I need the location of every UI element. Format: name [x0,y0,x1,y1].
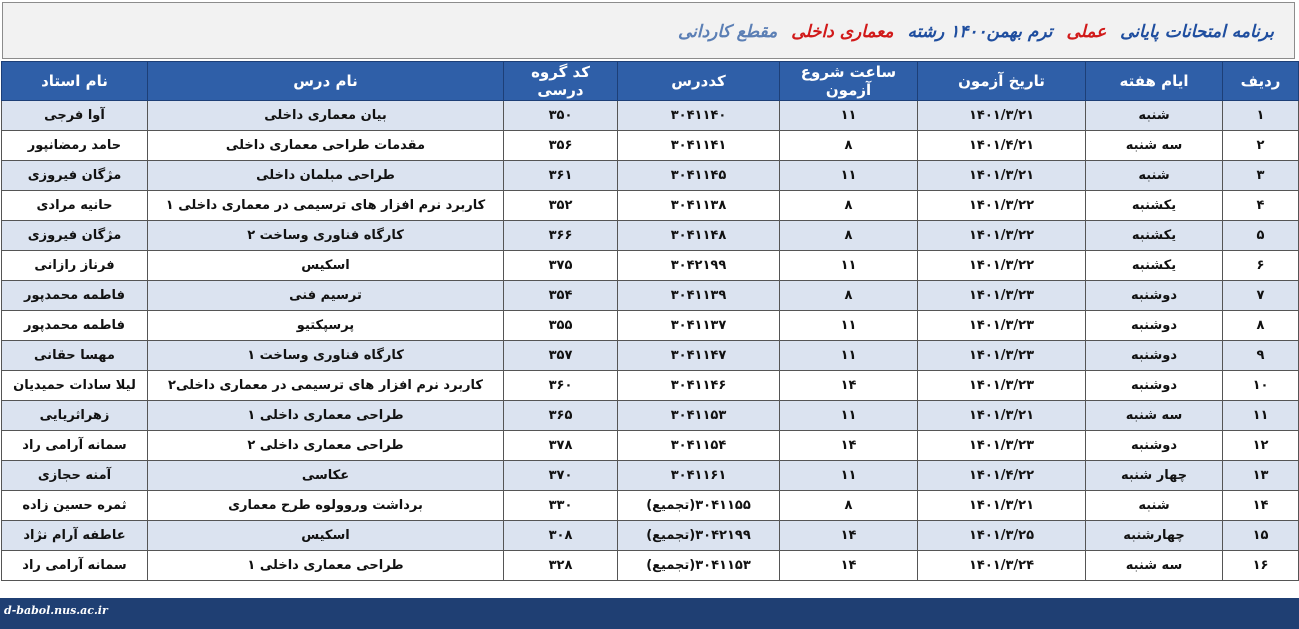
cell-start-time: ۸ [780,491,918,521]
title-part: برنامه امتحانات پایانی [1120,22,1274,42]
cell-weekday: شنبه [1086,101,1223,131]
cell-course-name: کارگاه فناوری وساخت ۱ [148,341,504,371]
cell-instructor: ثمره حسین زاده [2,491,148,521]
cell-row-number: ۱ [1223,101,1299,131]
cell-course-code: ۳۰۴۱۱۳۷ [618,311,780,341]
cell-course-code: ۳۰۴۱۱۵۳(تجمیع) [618,551,780,581]
cell-row-number: ۵ [1223,221,1299,251]
site-link[interactable]: d-babol.nus.ac.ir [4,604,108,617]
cell-course-name: ترسیم فنی [148,281,504,311]
cell-group-code: ۳۷۸ [504,431,618,461]
cell-course-name: کارگاه فناوری وساخت ۲ [148,221,504,251]
cell-weekday: دوشنبه [1086,371,1223,401]
cell-start-time: ۱۱ [780,251,918,281]
cell-weekday: چهار شنبه [1086,461,1223,491]
cell-weekday: شنبه [1086,161,1223,191]
cell-weekday: دوشنبه [1086,311,1223,341]
cell-course-name: طراحی مبلمان داخلی [148,161,504,191]
cell-start-time: ۱۴ [780,371,918,401]
cell-instructor: فرناز رازانی [2,251,148,281]
cell-instructor: عاطفه آرام نژاد [2,521,148,551]
header-start-time: ساعت شروع آزمون [780,62,918,101]
cell-start-time: ۱۱ [780,461,918,491]
cell-exam-date: ۱۴۰۱/۴/۲۱ [918,131,1086,161]
header-group-code: کد گروه درسی [504,62,618,101]
table-row [2,491,1299,521]
cell-course-code: ۳۰۴۱۱۴۸ [618,221,780,251]
cell-course-name: برداشت وروولوه طرح معماری [148,491,504,521]
header-instructor: نام استاد [2,62,148,101]
cell-row-number: ۱۳ [1223,461,1299,491]
cell-course-code: ۳۰۴۱۱۴۷ [618,341,780,371]
cell-course-code: ۳۰۴۱۱۴۵ [618,161,780,191]
cell-row-number: ۱۰ [1223,371,1299,401]
cell-exam-date: ۱۴۰۱/۳/۲۵ [918,521,1086,551]
table-row [2,221,1299,251]
table-row [2,521,1299,551]
cell-course-code: ۳۰۴۱۱۴۱ [618,131,780,161]
cell-group-code: ۳۵۵ [504,311,618,341]
header-course-name: نام درس [148,62,504,101]
cell-course-name: اسکیس [148,521,504,551]
cell-exam-date: ۱۴۰۱/۳/۲۴ [918,551,1086,581]
cell-instructor: فاطمه محمدپور [2,311,148,341]
header-course-code: کددرس [618,62,780,101]
cell-row-number: ۶ [1223,251,1299,281]
table-row [2,101,1299,131]
cell-start-time: ۱۱ [780,101,918,131]
cell-exam-date: ۱۴۰۱/۳/۲۳ [918,311,1086,341]
table-row [2,401,1299,431]
cell-instructor: حانیه مرادی [2,191,148,221]
cell-weekday: یکشنبه [1086,191,1223,221]
cell-course-name: طراحی معماری داخلی ۲ [148,431,504,461]
cell-group-code: ۳۲۸ [504,551,618,581]
cell-row-number: ۱۴ [1223,491,1299,521]
cell-row-number: ۲ [1223,131,1299,161]
cell-exam-date: ۱۴۰۱/۳/۲۳ [918,281,1086,311]
title-part: عملی [1066,22,1107,42]
cell-weekday: چهارشنبه [1086,521,1223,551]
cell-row-number: ۸ [1223,311,1299,341]
cell-row-number: ۴ [1223,191,1299,221]
cell-exam-date: ۱۴۰۱/۳/۲۲ [918,191,1086,221]
table-row [2,191,1299,221]
title-part: معماری داخلی [791,22,894,42]
header-row-number: ردیف [1223,62,1299,101]
cell-start-time: ۱۱ [780,341,918,371]
exam-schedule-table [1,61,1299,581]
cell-start-time: ۸ [780,131,918,161]
cell-weekday: دوشنبه [1086,281,1223,311]
cell-group-code: ۳۵۲ [504,191,618,221]
cell-exam-date: ۱۴۰۱/۳/۲۳ [918,371,1086,401]
cell-exam-date: ۱۴۰۱/۳/۲۱ [918,161,1086,191]
cell-group-code: ۳۰۸ [504,521,618,551]
cell-course-name: طراحی معماری داخلی ۱ [148,551,504,581]
table-row [2,461,1299,491]
table-header-row [2,62,1299,101]
cell-group-code: ۳۷۰ [504,461,618,491]
cell-course-code: ۳۰۴۱۱۴۰ [618,101,780,131]
cell-start-time: ۱۱ [780,401,918,431]
table-row [2,371,1299,401]
cell-group-code: ۳۵۴ [504,281,618,311]
cell-course-name: پرسپکتیو [148,311,504,341]
cell-group-code: ۳۵۶ [504,131,618,161]
cell-course-code: ۳۰۴۱۱۴۶ [618,371,780,401]
cell-course-name: اسکیس [148,251,504,281]
cell-course-code: ۳۰۴۲۱۹۹(تجمیع) [618,521,780,551]
cell-course-name: کاربرد نرم افزار های ترسیمی در معماری داخلی ۱ [148,191,504,221]
cell-course-name: عکاسی [148,461,504,491]
cell-group-code: ۳۵۷ [504,341,618,371]
table-row [2,161,1299,191]
cell-group-code: ۳۷۵ [504,251,618,281]
cell-instructor: آمنه حجازی [2,461,148,491]
table-row [2,341,1299,371]
header-weekday: ایام هفته [1086,62,1223,101]
cell-row-number: ۹ [1223,341,1299,371]
cell-exam-date: ۱۴۰۱/۳/۲۳ [918,431,1086,461]
cell-weekday: سه شنبه [1086,131,1223,161]
cell-start-time: ۸ [780,281,918,311]
cell-instructor: سمانه آرامی راد [2,551,148,581]
cell-start-time: ۱۴ [780,551,918,581]
cell-weekday: سه شنبه [1086,551,1223,581]
cell-start-time: ۱۱ [780,161,918,191]
cell-instructor: مهسا حقانی [2,341,148,371]
table-row [2,431,1299,461]
cell-start-time: ۱۱ [780,311,918,341]
cell-group-code: ۳۶۶ [504,221,618,251]
cell-exam-date: ۱۴۰۱/۳/۲۳ [918,341,1086,371]
cell-exam-date: ۱۴۰۱/۳/۲۱ [918,101,1086,131]
cell-instructor: آوا فرجی [2,101,148,131]
table-row [2,131,1299,161]
cell-instructor: فاطمه محمدپور [2,281,148,311]
cell-instructor: مژگان فیروزی [2,161,148,191]
cell-instructor: زهراثریایی [2,401,148,431]
cell-weekday: دوشنبه [1086,341,1223,371]
cell-group-code: ۳۶۵ [504,401,618,431]
cell-course-code: ۳۰۴۱۱۵۵(تجمیع) [618,491,780,521]
cell-start-time: ۱۴ [780,431,918,461]
cell-group-code: ۳۶۱ [504,161,618,191]
cell-row-number: ۳ [1223,161,1299,191]
footer-bar [0,598,1299,629]
cell-course-name: کاربرد نرم افزار های ترسیمی در معماری داخلی۲ [148,371,504,401]
cell-start-time: ۸ [780,191,918,221]
table-row [2,281,1299,311]
page-title [2,2,1295,59]
cell-group-code: ۳۳۰ [504,491,618,521]
cell-group-code: ۳۵۰ [504,101,618,131]
title-part: ترم بهمن۱۴۰۰ رشته [907,22,1053,42]
cell-instructor: مژگان فیروزی [2,221,148,251]
cell-weekday: یکشنبه [1086,221,1223,251]
title-part: مقطع کاردانی [677,22,778,42]
cell-course-name: مقدمات طراحی معماری داخلی [148,131,504,161]
cell-exam-date: ۱۴۰۱/۴/۲۲ [918,461,1086,491]
cell-row-number: ۷ [1223,281,1299,311]
cell-weekday: دوشنبه [1086,431,1223,461]
table-row [2,551,1299,581]
cell-row-number: ۱۱ [1223,401,1299,431]
cell-start-time: ۱۴ [780,521,918,551]
cell-course-name: طراحی معماری داخلی ۱ [148,401,504,431]
cell-row-number: ۱۶ [1223,551,1299,581]
cell-course-code: ۳۰۴۱۱۶۱ [618,461,780,491]
cell-instructor: سمانه آرامی راد [2,431,148,461]
cell-start-time: ۸ [780,221,918,251]
cell-exam-date: ۱۴۰۱/۳/۲۲ [918,251,1086,281]
cell-weekday: شنبه [1086,491,1223,521]
cell-instructor: حامد رمضانپور [2,131,148,161]
cell-group-code: ۳۶۰ [504,371,618,401]
cell-course-code: ۳۰۴۱۱۵۴ [618,431,780,461]
cell-course-code: ۳۰۴۱۱۵۳ [618,401,780,431]
cell-row-number: ۱۵ [1223,521,1299,551]
cell-row-number: ۱۲ [1223,431,1299,461]
cell-course-code: ۳۰۴۲۱۹۹ [618,251,780,281]
cell-exam-date: ۱۴۰۱/۳/۲۱ [918,401,1086,431]
cell-course-name: بیان معماری داخلی [148,101,504,131]
cell-course-code: ۳۰۴۱۱۳۹ [618,281,780,311]
header-exam-date: تاریخ آزمون [918,62,1086,101]
cell-exam-date: ۱۴۰۱/۳/۲۲ [918,221,1086,251]
cell-course-code: ۳۰۴۱۱۳۸ [618,191,780,221]
cell-weekday: یکشنبه [1086,251,1223,281]
cell-instructor: لیلا سادات حمیدیان [2,371,148,401]
table-row [2,311,1299,341]
cell-weekday: سه شنبه [1086,401,1223,431]
cell-exam-date: ۱۴۰۱/۳/۲۱ [918,491,1086,521]
table-row [2,251,1299,281]
